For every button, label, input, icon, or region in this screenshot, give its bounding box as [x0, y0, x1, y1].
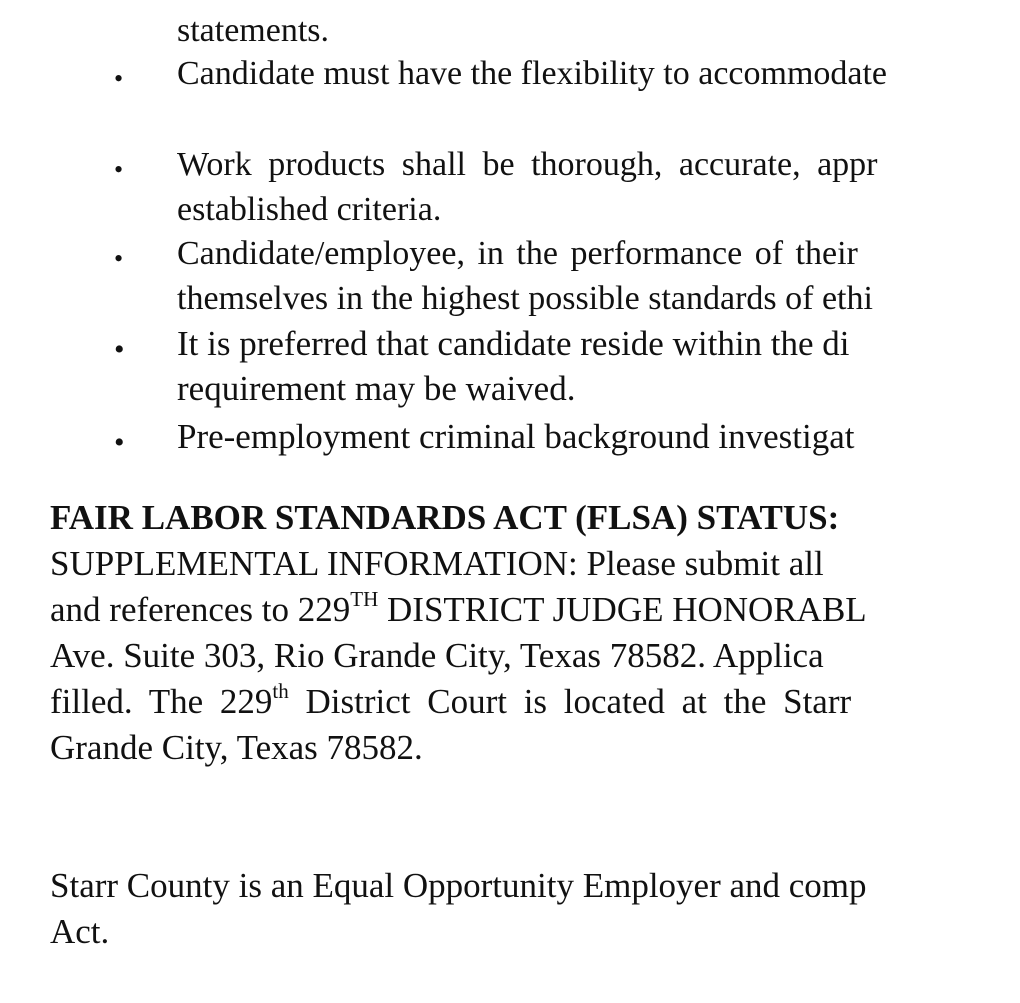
supplemental-line-2-post: DISTRICT JUDGE HONORABL [378, 590, 867, 629]
eoe-line-2: Act. [50, 912, 110, 951]
bullet-6-line-1: Pre-employment criminal background investigat [177, 417, 855, 456]
eoe-line-1: Starr County is an Equal Opportunity Employer and comp [50, 866, 867, 905]
bullet-2-line-1: Candidate must have the flexibility to accommodate [177, 55, 888, 92]
supplemental-line-3: Ave. Suite 303, Rio Grande City, Texas 78582. Applica [50, 636, 824, 675]
bullet-5-line-2: requirement may be waived. [177, 369, 576, 408]
supplemental-line-2-pre: and references to 229 [50, 590, 351, 629]
flsa-heading: FAIR LABOR STANDARDS ACT (FLSA) STATUS: [50, 498, 840, 537]
supplemental-line-4-post: District Court is located at the Starr [288, 682, 852, 721]
bullet-4-line-2: themselves in the highest possible standards of ethi [177, 280, 873, 317]
bullet-marker [114, 157, 128, 171]
supplemental-line-4-pre: filled. The 229 [50, 682, 273, 721]
bullet-1-line-2: statements. [177, 12, 330, 49]
bullet-marker [114, 335, 128, 349]
supplemental-line-4 [50, 679, 852, 721]
supplemental-line-2 [50, 587, 867, 629]
bullet-5-line-1: It is preferred that candidate reside within the di [177, 324, 850, 363]
supplemental-line-1: SUPPLEMENTAL INFORMATION: Please submit all [50, 544, 824, 583]
bullet-3-line-2: established criteria. [177, 191, 442, 228]
bullet-3-line-1: Work products shall be thorough, accurate, appr [177, 146, 878, 183]
bullet-marker [114, 246, 128, 260]
supplemental-line-4-sup: th [272, 679, 289, 704]
supplemental-line-5: Grande City, Texas 78582. [50, 728, 423, 767]
supplemental-line-2-sup: TH [350, 587, 379, 612]
bullet-marker [114, 428, 128, 442]
bullet-4-line-1: Candidate/employee, in the performance of their [177, 235, 858, 272]
bullet-marker [114, 66, 128, 80]
